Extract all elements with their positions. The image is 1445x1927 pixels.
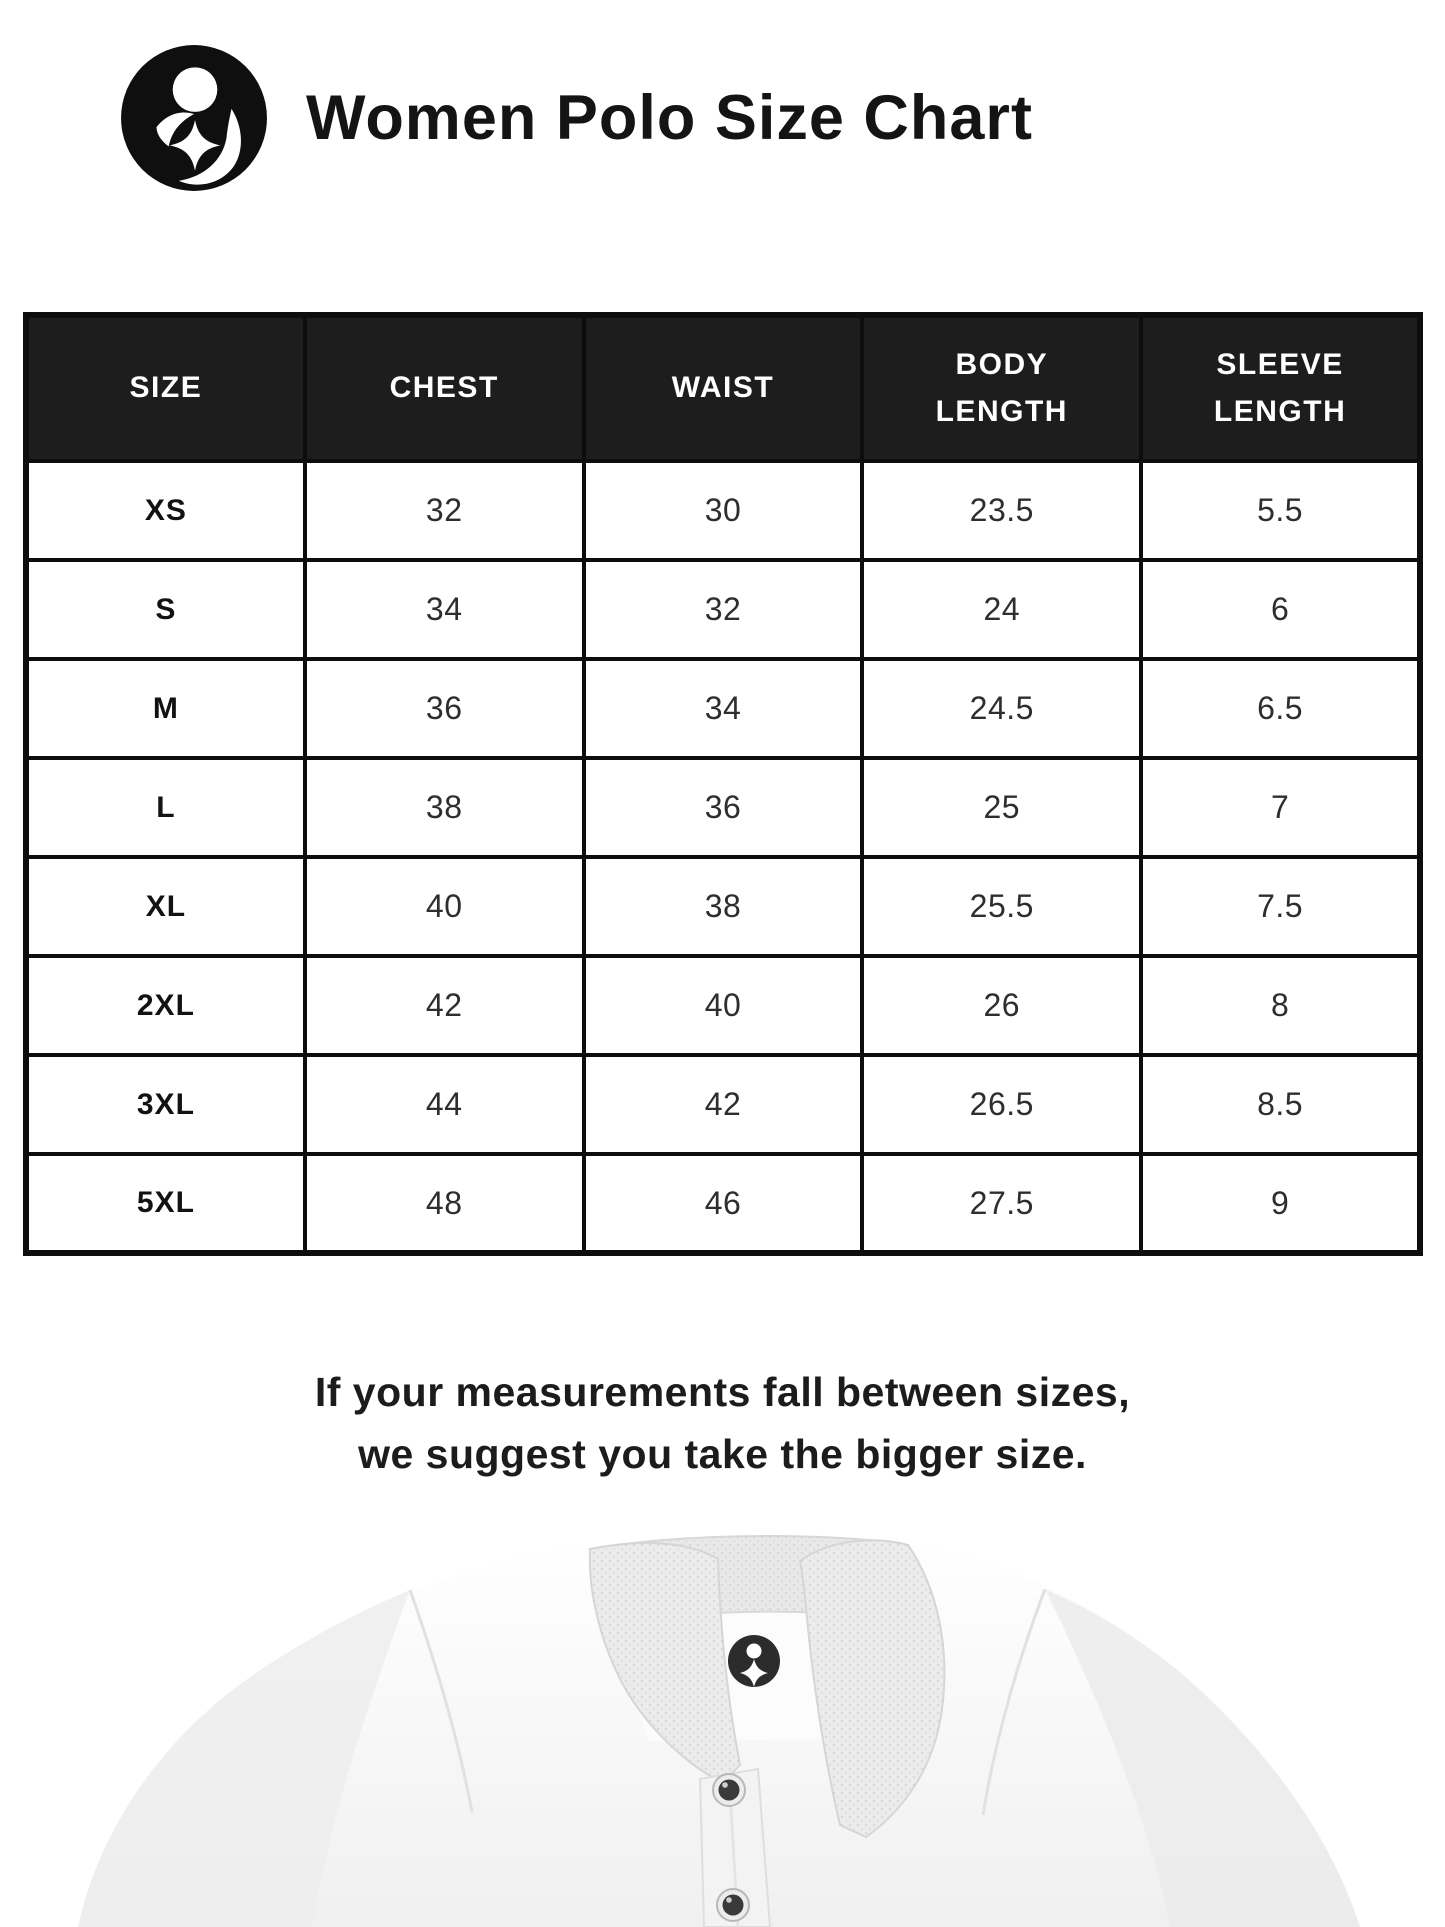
button-top: [713, 1774, 745, 1806]
body-length-cell: 26: [862, 956, 1141, 1055]
header-cell-size: SIZE: [26, 315, 305, 461]
sleeve-length-cell: 8: [1141, 956, 1420, 1055]
body-length-cell: 27.5: [862, 1154, 1141, 1253]
fit-note-line-1: If your measurements fall between sizes,: [314, 1369, 1131, 1415]
table-header-row: [26, 315, 1420, 461]
header-cell-body-length: BODY LENGTH: [862, 315, 1141, 461]
fit-note-line-2: we suggest you take the bigger size.: [358, 1430, 1087, 1477]
waist-cell: 30: [584, 461, 863, 560]
sleeve-length-cell: 9: [1141, 1154, 1420, 1253]
brand-logo-icon: [118, 42, 270, 194]
waist-cell: 34: [584, 659, 863, 758]
chest-cell: 34: [305, 560, 584, 659]
waist-cell: 46: [584, 1154, 863, 1253]
sleeve-length-cell: 7.5: [1141, 857, 1420, 956]
table-row-5xl: [26, 1154, 1420, 1253]
body-length-cell: 26.5: [862, 1055, 1141, 1154]
waist-cell: 38: [584, 857, 863, 956]
body-length-cell: 24.5: [862, 659, 1141, 758]
size-cell: 2XL: [26, 956, 305, 1055]
table-row-xl: [26, 857, 1420, 956]
button-bottom: [717, 1889, 749, 1921]
header-cell-sleeve-length: SLEEVE LENGTH: [1141, 315, 1420, 461]
sleeve-length-cell: 8.5: [1141, 1055, 1420, 1154]
header-cell-chest: CHEST: [305, 315, 584, 461]
chest-cell: 40: [305, 857, 584, 956]
table-row-l: [26, 758, 1420, 857]
sleeve-length-cell: 6: [1141, 560, 1420, 659]
body-length-cell: 25.5: [862, 857, 1141, 956]
table-row-3xl: [26, 1055, 1420, 1154]
size-cell: 5XL: [26, 1154, 305, 1253]
size-cell: XS: [26, 461, 305, 560]
waist-cell: 42: [584, 1055, 863, 1154]
brand-header: [118, 42, 1033, 194]
page-title: Women Polo Size Chart: [306, 83, 1033, 153]
size-cell: S: [26, 560, 305, 659]
size-cell: M: [26, 659, 305, 758]
fit-note: [0, 1362, 1445, 1485]
header-cell-waist: WAIST: [584, 315, 863, 461]
chest-cell: 32: [305, 461, 584, 560]
body-length-cell: 23.5: [862, 461, 1141, 560]
chest-cell: 48: [305, 1154, 584, 1253]
waist-cell: 40: [584, 956, 863, 1055]
size-cell: XL: [26, 857, 305, 956]
sleeve-length-cell: 6.5: [1141, 659, 1420, 758]
body-length-cell: 25: [862, 758, 1141, 857]
size-cell: L: [26, 758, 305, 857]
table-row-xs: [26, 461, 1420, 560]
chest-cell: 42: [305, 956, 584, 1055]
body-length-cell: 24: [862, 560, 1141, 659]
table-row-m: [26, 659, 1420, 758]
collar-brand-tag-icon: [728, 1635, 780, 1687]
chest-cell: 38: [305, 758, 584, 857]
waist-cell: 36: [584, 758, 863, 857]
size-chart-table: [23, 312, 1423, 1256]
chest-cell: 44: [305, 1055, 584, 1154]
table-row-2xl: [26, 956, 1420, 1055]
size-cell: 3XL: [26, 1055, 305, 1154]
polo-shirt-image: [0, 1527, 1445, 1927]
sleeve-length-cell: 7: [1141, 758, 1420, 857]
chest-cell: 36: [305, 659, 584, 758]
table-row-s: [26, 560, 1420, 659]
sleeve-length-cell: 5.5: [1141, 461, 1420, 560]
waist-cell: 32: [584, 560, 863, 659]
